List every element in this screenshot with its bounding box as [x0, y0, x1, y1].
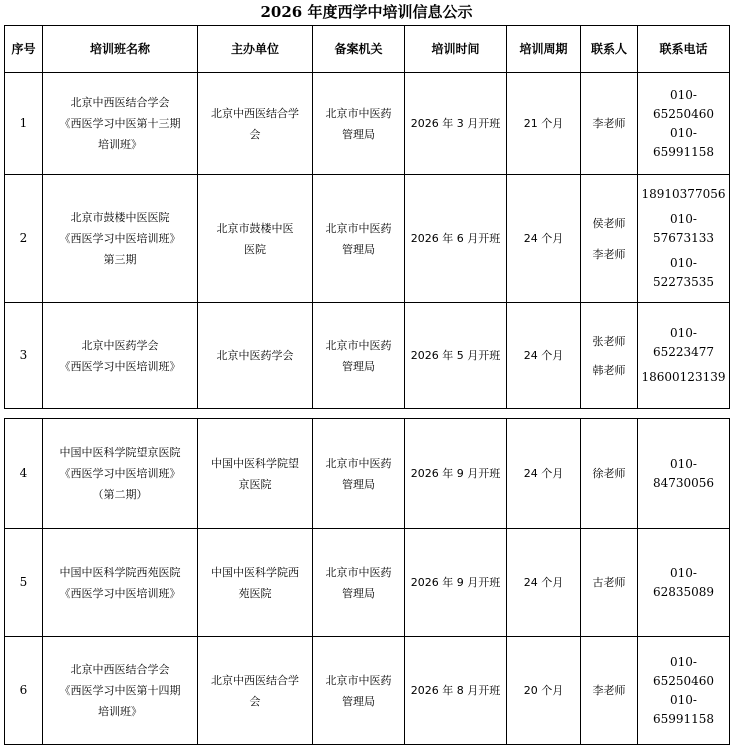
row-contact: 张老师 韩老师 [581, 303, 638, 409]
row-organizer: 北京中西医结合学 会 [198, 637, 313, 745]
header-organizer: 主办单位 [198, 26, 313, 73]
row-authority: 北京市中医药 管理局 [313, 419, 405, 529]
table-row [5, 175, 730, 303]
row-training-time: 2026 年 8 月开班 [405, 637, 507, 745]
row-authority: 北京市中医药 管理局 [313, 637, 405, 745]
table-row [5, 637, 730, 745]
row-training-period: 24 个月 [507, 419, 581, 529]
table-row [5, 419, 730, 529]
row-authority: 北京市中医药 管理局 [313, 303, 405, 409]
row-training-period: 24 个月 [507, 175, 581, 303]
row-training-period: 24 个月 [507, 303, 581, 409]
row-training-time: 2026 年 5 月开班 [405, 303, 507, 409]
table-header-row [5, 26, 730, 73]
row-authority: 北京市中医药 管理局 [313, 73, 405, 175]
header-training-period: 培训周期 [507, 26, 581, 73]
row-serial: 5 [5, 529, 43, 637]
row-contact: 李老师 [581, 637, 638, 745]
row-organizer: 北京市鼓楼中医 医院 [198, 175, 313, 303]
row-serial: 6 [5, 637, 43, 745]
table-row [5, 303, 730, 409]
training-table-part2 [4, 418, 730, 745]
row-training-time: 2026 年 3 月开班 [405, 73, 507, 175]
row-training-period: 24 个月 [507, 529, 581, 637]
row-serial: 4 [5, 419, 43, 529]
header-contact: 联系人 [581, 26, 638, 73]
row-training-time: 2026 年 9 月开班 [405, 419, 507, 529]
row-course-name: 中国中医科学院西苑医院 《西医学习中医培训班》 [43, 529, 198, 637]
page-title: 2026 年度西学中培训信息公示 [260, 3, 473, 21]
row-course-name: 北京中医药学会 《西医学习中医培训班》 [43, 303, 198, 409]
row-phone: 010-62835089 [638, 529, 730, 637]
row-course-name: 北京中西医结合学会 《西医学习中医第十四期 培训班》 [43, 637, 198, 745]
table-row [5, 529, 730, 637]
header-authority: 备案机关 [313, 26, 405, 73]
row-contact: 古老师 [581, 529, 638, 637]
row-phone: 18910377056 010-57673133 010-52273535 [638, 175, 730, 303]
row-contact: 李老师 [581, 73, 638, 175]
table-row [5, 73, 730, 175]
header-serial: 序号 [5, 26, 43, 73]
training-table-part1 [4, 25, 730, 409]
row-serial: 1 [5, 73, 43, 175]
row-serial: 2 [5, 175, 43, 303]
row-contact: 侯老师 李老师 [581, 175, 638, 303]
row-phone: 010-65250460 010-65991158 [638, 637, 730, 745]
row-organizer: 中国中医科学院望 京医院 [198, 419, 313, 529]
row-organizer: 北京中医药学会 [198, 303, 313, 409]
row-phone: 010-65250460 010-65991158 [638, 73, 730, 175]
row-authority: 北京市中医药 管理局 [313, 529, 405, 637]
row-training-period: 20 个月 [507, 637, 581, 745]
row-training-time: 2026 年 9 月开班 [405, 529, 507, 637]
row-course-name: 中国中医科学院望京医院 《西医学习中医培训班》 （第二期） [43, 419, 198, 529]
header-training-time: 培训时间 [405, 26, 507, 73]
row-contact: 徐老师 [581, 419, 638, 529]
header-course-name: 培训班名称 [43, 26, 198, 73]
row-phone: 010-65223477 18600123139 [638, 303, 730, 409]
row-course-name: 北京中西医结合学会 《西医学习中医第十三期 培训班》 [43, 73, 198, 175]
row-organizer: 中国中医科学院西 苑医院 [198, 529, 313, 637]
row-training-period: 21 个月 [507, 73, 581, 175]
row-course-name: 北京市鼓楼中医医院 《西医学习中医培训班》 第三期 [43, 175, 198, 303]
header-phone: 联系电话 [638, 26, 730, 73]
row-serial: 3 [5, 303, 43, 409]
row-phone: 010-84730056 [638, 419, 730, 529]
row-authority: 北京市中医药 管理局 [313, 175, 405, 303]
row-training-time: 2026 年 6 月开班 [405, 175, 507, 303]
row-organizer: 北京中西医结合学 会 [198, 73, 313, 175]
